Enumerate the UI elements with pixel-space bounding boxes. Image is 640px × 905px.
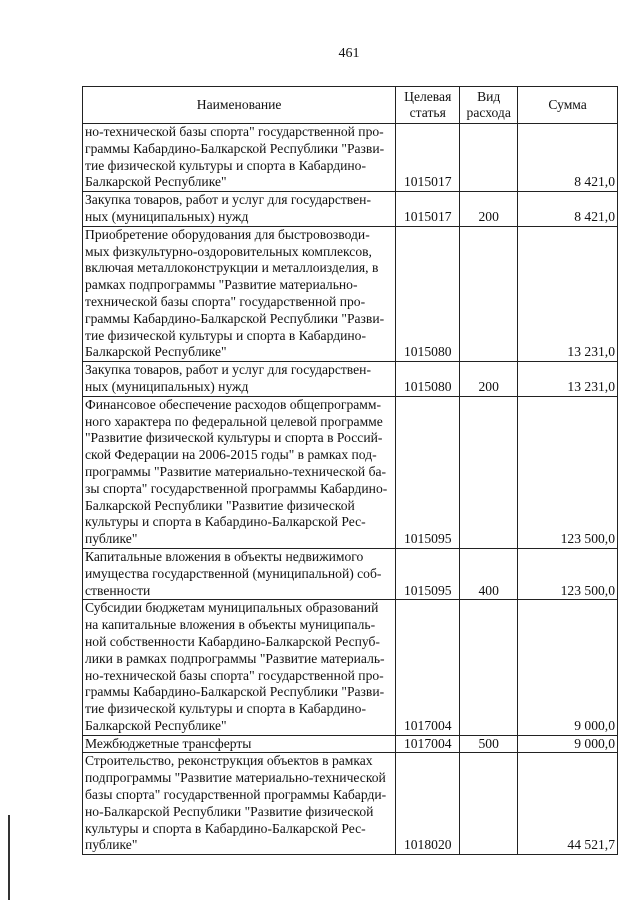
row-expense-kind (460, 124, 518, 192)
row-target-code: 1015080 (396, 226, 460, 361)
row-name-line: Балкарской Республике" (85, 717, 227, 733)
header-kind-line: расхода (466, 105, 511, 120)
table-header-row (83, 87, 618, 124)
row-name-line: Балкарской Республики "Развитие физической (85, 497, 355, 513)
row-sum: 123 500,0 (518, 548, 618, 599)
row-name-line: тие физической культуры и спорта в Кабардино- (85, 157, 366, 173)
row-name (83, 735, 396, 753)
row-expense-kind: 400 (460, 548, 518, 599)
row-expense-kind (460, 600, 518, 735)
row-name-line: Субсидии бюджетам муниципальных образований (85, 600, 379, 616)
page-number: 461 (338, 46, 360, 61)
row-name-line: ской Федерации на 2006-2015 годы" в рамках под- (85, 447, 377, 463)
row-name-line: Балкарской Республике" (85, 174, 227, 190)
row-name-line: Закупка товаров, работ и услуг для государствен- (85, 362, 371, 378)
table-row (83, 192, 618, 227)
header-target (396, 87, 460, 124)
row-target-code: 1017004 (396, 735, 460, 753)
row-target-code: 1018020 (396, 753, 460, 855)
table-row (83, 735, 618, 753)
row-sum: 9 000,0 (518, 735, 618, 753)
row-name (83, 396, 396, 548)
row-name-line: культуры и спорта в Кабардино-Балкарской Рес- (85, 514, 366, 530)
row-name-line: базы спорта" государственной программы Кабарди- (85, 787, 387, 803)
row-name-line: тие физической культуры и спорта в Кабардино- (85, 327, 366, 343)
row-sum: 9 000,0 (518, 600, 618, 735)
row-name-line: имущества государственной (муниципальной) соб- (85, 565, 382, 581)
row-name (83, 124, 396, 192)
header-kind (460, 87, 518, 124)
row-expense-kind: 500 (460, 735, 518, 753)
row-name-line: публике" (85, 837, 138, 853)
row-name-line: подпрограммы "Развитие материально-технической (85, 770, 386, 786)
table-row (83, 548, 618, 599)
row-name-line: но-технической базы спорта" государственной про- (85, 667, 384, 683)
row-name-line: тие физической культуры и спорта в Кабардино- (85, 701, 366, 717)
row-name-line: ных (муниципальных) нужд (85, 208, 249, 224)
row-name-line: Финансовое обеспечение расходов общепрограмм- (85, 396, 382, 412)
row-target-code: 1015017 (396, 124, 460, 192)
row-name-line: культуры и спорта в Кабардино-Балкарской Рес- (85, 820, 366, 836)
table-row (83, 600, 618, 735)
row-name-line: технической базы спорта" государственной про- (85, 293, 366, 309)
row-name-line: но-технической базы спорта" государственной про- (85, 124, 384, 139)
row-name-line: Межбюджетные трансферты (85, 735, 252, 751)
row-name (83, 753, 396, 855)
row-sum: 13 231,0 (518, 226, 618, 361)
row-name-line: Строительство, реконструкция объектов в рамках (85, 753, 373, 769)
row-name (83, 362, 396, 397)
row-name-line: публике" (85, 531, 138, 547)
row-expense-kind (460, 226, 518, 361)
table-row (83, 124, 618, 192)
row-name (83, 192, 396, 227)
row-target-code: 1017004 (396, 600, 460, 735)
row-name-line: программы "Развитие материально-технической ба- (85, 463, 387, 479)
row-expense-kind: 200 (460, 192, 518, 227)
table-row (83, 396, 618, 548)
row-name-line: граммы Кабардино-Балкарской Республики "Разви- (85, 684, 385, 700)
row-name-line: Приобретение оборудования для быстровозводи- (85, 226, 370, 242)
header-name: Наименование (83, 87, 396, 124)
row-name-line: Закупка товаров, работ и услуг для государствен- (85, 192, 371, 208)
row-name-line: включая металлоконструкции и металлоизделия, в (85, 260, 379, 276)
row-name-line: но-Балкарской Республики "Развитие физической (85, 803, 374, 819)
row-name-line: Балкарской Республике" (85, 344, 227, 360)
row-sum: 8 421,0 (518, 124, 618, 192)
row-name-line: ственности (85, 582, 151, 598)
row-name-line: зы спорта" государственной программы Кабардино- (85, 480, 388, 496)
row-name (83, 548, 396, 599)
row-name-line: рамках подпрограммы "Развитие материально- (85, 277, 358, 293)
scan-edge-mark (8, 815, 10, 900)
table-body (83, 124, 618, 855)
budget-table (82, 86, 618, 855)
row-expense-kind: 200 (460, 362, 518, 397)
row-sum: 123 500,0 (518, 396, 618, 548)
header-target-line: Целевая (404, 89, 452, 104)
table-row (83, 362, 618, 397)
row-name-line: граммы Кабардино-Балкарской Республики "Разви- (85, 140, 385, 156)
header-target-line: статья (409, 105, 446, 120)
table-row (83, 226, 618, 361)
row-target-code: 1015095 (396, 396, 460, 548)
row-name-line: на капитальные вложения в объекты муниципаль- (85, 617, 376, 633)
row-name (83, 600, 396, 735)
row-name-line: ных (муниципальных) нужд (85, 378, 249, 394)
row-target-code: 1015017 (396, 192, 460, 227)
row-name-line: Капитальные вложения в объекты недвижимого (85, 548, 364, 564)
row-name-line: мых физкультурно-оздоровительных комплексов, (85, 243, 372, 259)
row-sum: 13 231,0 (518, 362, 618, 397)
row-sum: 44 521,7 (518, 753, 618, 855)
header-sum: Сумма (518, 87, 618, 124)
row-name (83, 226, 396, 361)
row-target-code: 1015080 (396, 362, 460, 397)
row-name-line: граммы Кабардино-Балкарской Республики "Разви- (85, 310, 385, 326)
row-target-code: 1015095 (396, 548, 460, 599)
row-name-line: ной собственности Кабардино-Балкарской Респуб- (85, 633, 380, 649)
row-expense-kind (460, 396, 518, 548)
row-name-line: "Развитие физической культуры и спорта в Россий- (85, 430, 383, 446)
table-row (83, 753, 618, 855)
header-kind-line: Вид (477, 89, 501, 104)
row-sum: 8 421,0 (518, 192, 618, 227)
row-expense-kind (460, 753, 518, 855)
row-name-line: ного характера по федеральной целевой программе (85, 413, 383, 429)
row-name-line: лики в рамках подпрограммы "Развитие материаль- (85, 650, 385, 666)
